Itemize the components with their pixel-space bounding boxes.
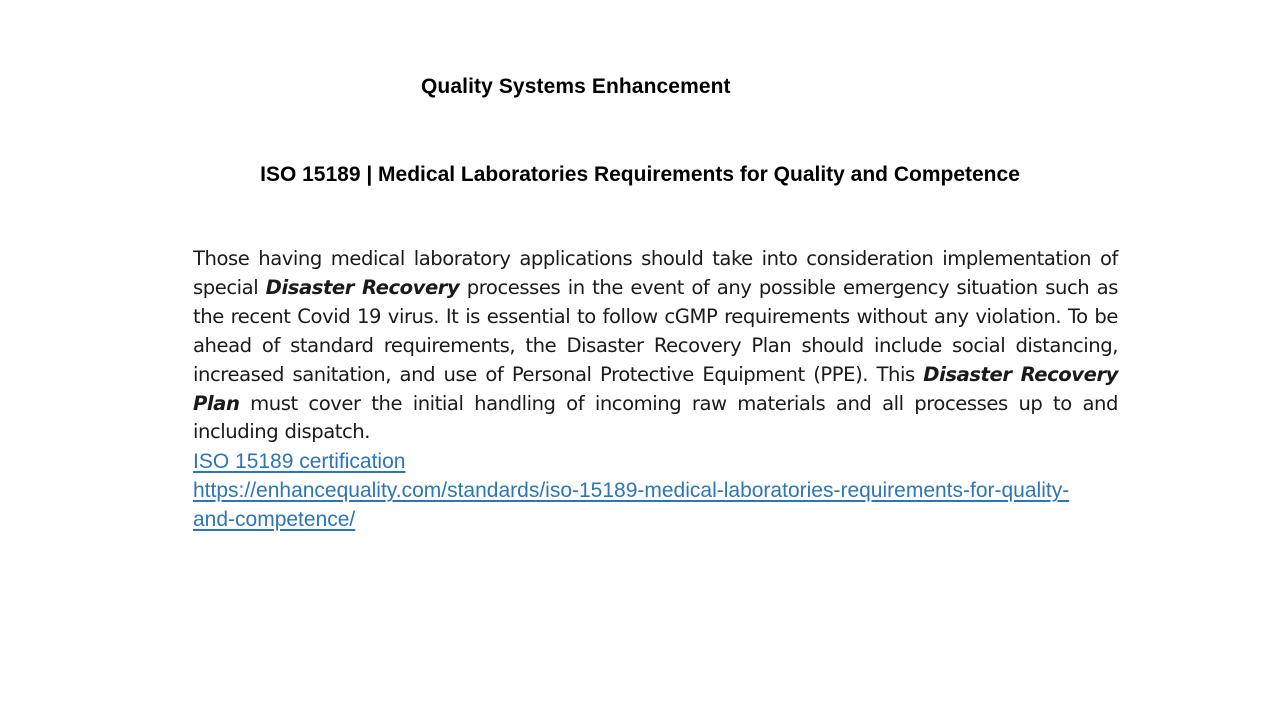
org-title: Quality Systems Enhancement — [421, 75, 731, 98]
emphasis-disaster-recovery: Disaster Recovery — [265, 275, 460, 299]
paragraph-text-1: Those having medical laboratory applications should take into consideration implementation of special — [193, 247, 1118, 299]
standard-url-link[interactable]: https://enhancequality.com/standards/iso-15189-medical-laboratories-requirements-for-quality-and-competence/ — [193, 479, 1070, 532]
emphasis-disaster-recovery-plan: Disaster Recovery Plan — [193, 362, 1118, 415]
document-heading: ISO 15189 | Medical Laboratories Requirements for Quality and Competence — [260, 163, 1020, 186]
body-paragraph — [193, 245, 1118, 447]
certification-link[interactable]: ISO 15189 certification — [193, 450, 406, 474]
paragraph-text-2: processes in the event of any possible emergency situation such as the recent Covid 19 virus. It is essential to follow cGMP requirements without any violation. To be ahead of standard requirements, the Disaster Recovery Plan should include social distancing, increased sanitation, and use of Personal Protective Equipment (PPE). This — [193, 275, 1118, 386]
paragraph-text-3: must cover the initial handling of incoming raw materials and all processes up to and including dispatch. — [193, 391, 1118, 444]
body-content — [193, 245, 1118, 534]
